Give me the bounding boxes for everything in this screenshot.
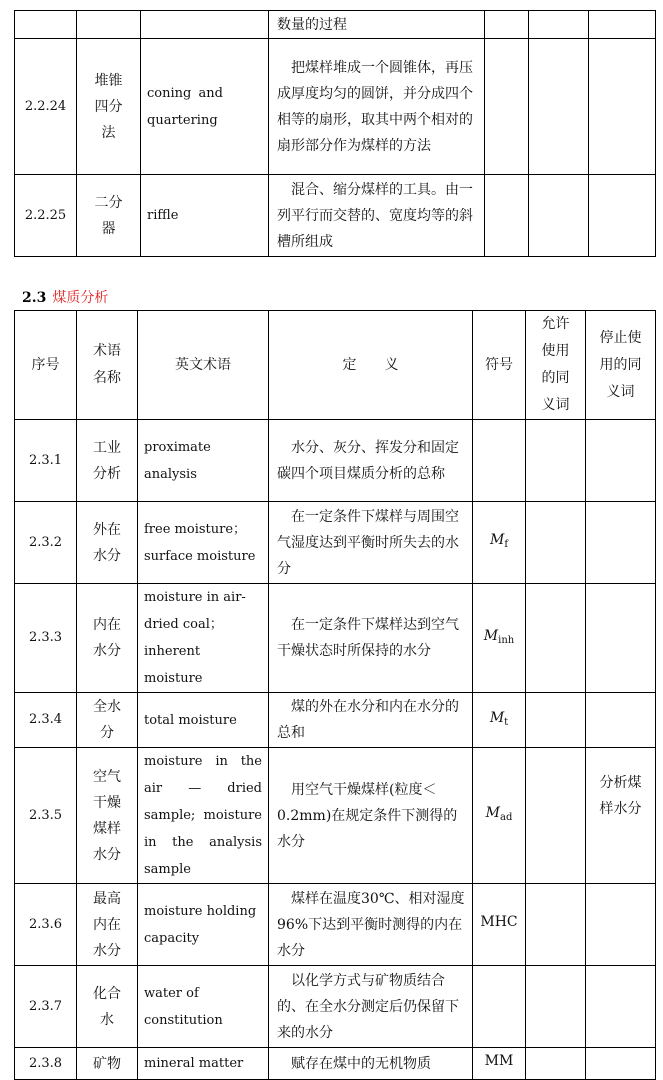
term-symbol [485, 11, 529, 39]
deprecated-synonym [586, 502, 656, 584]
english-term [138, 584, 269, 693]
term-number: 2.2.24 [15, 39, 77, 175]
symbol-main: M [485, 805, 500, 821]
english-term-text: proximate analysis [144, 439, 211, 482]
term-name-text: 内在水分 [93, 617, 121, 659]
term-symbol [473, 693, 526, 748]
english-term-text: moisture in air-dried coal；inherent moisture [144, 590, 246, 686]
deprecated-synonym [586, 693, 656, 748]
header-deprecated-synonym-text: 停止使用的同义词 [599, 329, 642, 400]
term-name-text: 堆锥四分法 [94, 72, 123, 141]
deprecated-synonym [586, 420, 656, 502]
table-row [15, 420, 656, 502]
allowed-synonym [529, 175, 589, 257]
allowed-synonym [526, 748, 586, 884]
term-definition [269, 39, 485, 175]
definition-text: 用空气干燥煤样(粒度＜0.2mm)在规定条件下测得的水分 [277, 781, 458, 850]
term-number: 2.3.1 [15, 420, 77, 502]
header-deprecated-synonym [586, 311, 656, 420]
term-number: 2.3.7 [15, 966, 77, 1048]
definition-text: 把煤样堆成一个圆锥体，再压成厚度均匀的圆饼，并分成四个相等的扇形，取其中两个相对的扇形部分作为煤样的方法 [277, 59, 473, 154]
symbol-main: MM [484, 1053, 514, 1069]
header-english-term: 英文术语 [138, 311, 269, 420]
term-name [77, 11, 141, 39]
allowed-synonym [529, 39, 589, 175]
deprecated-synonym [586, 748, 656, 884]
english-term-text: moisture holding capacity [144, 903, 257, 946]
term-symbol [473, 420, 526, 502]
term-name [77, 420, 138, 502]
definition-text: 在一定条件下煤样与周围空气湿度达到平衡时所失去的水分 [277, 508, 459, 577]
symbol-subscript: t [504, 716, 509, 728]
english-term-text: moisture in the air — dried sample; moisture in the analysis sample [144, 754, 262, 877]
allowed-synonym [526, 502, 586, 584]
term-name [77, 966, 138, 1048]
english-term-text: free moisture；surface moisture [144, 521, 256, 564]
header-term-name [77, 311, 138, 420]
term-name [77, 39, 141, 175]
allowed-synonym [526, 966, 586, 1048]
allowed-synonym [526, 1048, 586, 1080]
term-definition [269, 11, 485, 39]
deprecated-synonym [586, 884, 656, 966]
term-symbol [473, 966, 526, 1048]
symbol-subscript: f [504, 539, 509, 550]
term-name-text: 外在水分 [93, 521, 121, 564]
term-name-text: 空气干燥煤样水分 [93, 768, 121, 863]
definition-text: 赋存在煤中的无机物质 [291, 1055, 431, 1072]
header-allowed-synonym-text: 允许使用的同义词 [541, 316, 570, 413]
allowed-synonym [526, 420, 586, 502]
header-term-name-text: 术语名称 [93, 343, 121, 386]
term-name-text: 工业分析 [93, 439, 121, 482]
symbol-main: M [483, 627, 499, 644]
allowed-synonym [529, 11, 589, 39]
english-term [138, 748, 269, 884]
term-symbol [473, 1048, 526, 1080]
english-term: mineral matter [138, 1048, 269, 1080]
english-term [138, 420, 269, 502]
term-number: 2.3.6 [15, 884, 77, 966]
term-number: 2.3.4 [15, 693, 77, 748]
header-number: 序号 [15, 311, 77, 420]
header-allowed-synonym [526, 311, 586, 420]
english-term: total moisture [138, 693, 269, 748]
term-definition [269, 584, 473, 693]
english-term [138, 966, 269, 1048]
term-name-text: 二分器 [94, 194, 123, 237]
definition-text: 以化学方式与矿物质结合的、在全水分测定后仍保留下来的水分 [277, 972, 459, 1041]
table-row [15, 693, 656, 748]
term-definition [269, 420, 473, 502]
deprecated-synonym [589, 11, 656, 39]
term-name [77, 584, 138, 693]
term-symbol [485, 175, 529, 257]
english-term [138, 884, 269, 966]
english-term [141, 11, 269, 39]
table-row [15, 966, 656, 1048]
english-term-text: water of constitution [144, 985, 223, 1028]
symbol-subscript: ad [499, 812, 513, 823]
allowed-synonym [526, 584, 586, 693]
deprecated-synonym [589, 175, 656, 257]
symbol-main: MHC [480, 914, 518, 930]
term-symbol [473, 584, 526, 693]
term-name-text: 化合水 [93, 985, 121, 1028]
deprecated-synonym [586, 966, 656, 1048]
term-name: 矿物 [77, 1048, 138, 1080]
table-row [15, 502, 656, 584]
continued-terms-table [14, 10, 656, 257]
definition-text: 煤的外在水分和内在水分的总和 [277, 699, 459, 741]
allowed-synonym [526, 693, 586, 748]
definition-text: 煤样在温度30℃、相对湿度 96%下达到平衡时测得的内在水分 [277, 890, 465, 959]
term-name [77, 884, 138, 966]
term-definition [269, 175, 485, 257]
term-definition [269, 884, 473, 966]
term-name [77, 693, 138, 748]
term-number: 2.3.2 [15, 502, 77, 584]
table-header-row [15, 311, 656, 420]
english-term [138, 502, 269, 584]
table-row [15, 11, 656, 39]
term-definition [269, 693, 473, 748]
table-row [15, 39, 656, 175]
section-heading [22, 289, 108, 307]
allowed-synonym [526, 884, 586, 966]
definition-text: 水分、灰分、挥发分和固定碳四个项目煤质分析的总称 [277, 439, 459, 482]
definition-text: 数量的过程 [277, 16, 347, 33]
deprecated-synonym [589, 39, 656, 175]
deprecated-synonym [586, 584, 656, 693]
term-symbol [485, 39, 529, 175]
term-number: 2.3.3 [15, 584, 77, 693]
symbol-subscript: inh [498, 634, 515, 646]
table-row [15, 884, 656, 966]
term-symbol [473, 884, 526, 966]
term-definition [269, 502, 473, 584]
header-definition: 定 义 [269, 311, 473, 420]
deprecated-synonym [586, 1048, 656, 1080]
term-symbol [473, 748, 526, 884]
symbol-main: M [489, 709, 505, 726]
symbol-main: M [489, 532, 505, 548]
table-row [15, 175, 656, 257]
term-definition [269, 966, 473, 1048]
term-definition [269, 748, 473, 884]
english-term [141, 39, 269, 175]
term-name [77, 175, 141, 257]
term-symbol [473, 502, 526, 584]
term-name [77, 748, 138, 884]
header-symbol: 符号 [473, 311, 526, 420]
term-number [15, 11, 77, 39]
coal-analysis-terms-table [14, 310, 656, 1080]
table-row [15, 748, 656, 884]
term-name-text: 最高内在水分 [93, 890, 121, 959]
definition-text: 在一定条件下煤样达到空气干燥状态时所保持的水分 [277, 617, 459, 659]
english-term-text: coning and quartering [147, 85, 223, 128]
term-number: 2.3.8 [15, 1048, 77, 1080]
section-title: 煤质分析 [52, 290, 109, 306]
deprecated-synonym-text: 分析煤样水分 [599, 775, 642, 817]
term-name [77, 502, 138, 584]
english-term: riffle [141, 175, 269, 257]
table-row [15, 584, 656, 693]
term-name-text: 全水分 [93, 699, 121, 741]
definition-text: 混合、缩分煤样的工具。由一列平行而交替的、宽度均等的斜槽所组成 [277, 181, 473, 250]
term-definition [269, 1048, 473, 1080]
term-number: 2.3.5 [15, 748, 77, 884]
section-number: 2.3 [22, 290, 47, 306]
term-number: 2.2.25 [15, 175, 77, 257]
table-row [15, 1048, 656, 1080]
